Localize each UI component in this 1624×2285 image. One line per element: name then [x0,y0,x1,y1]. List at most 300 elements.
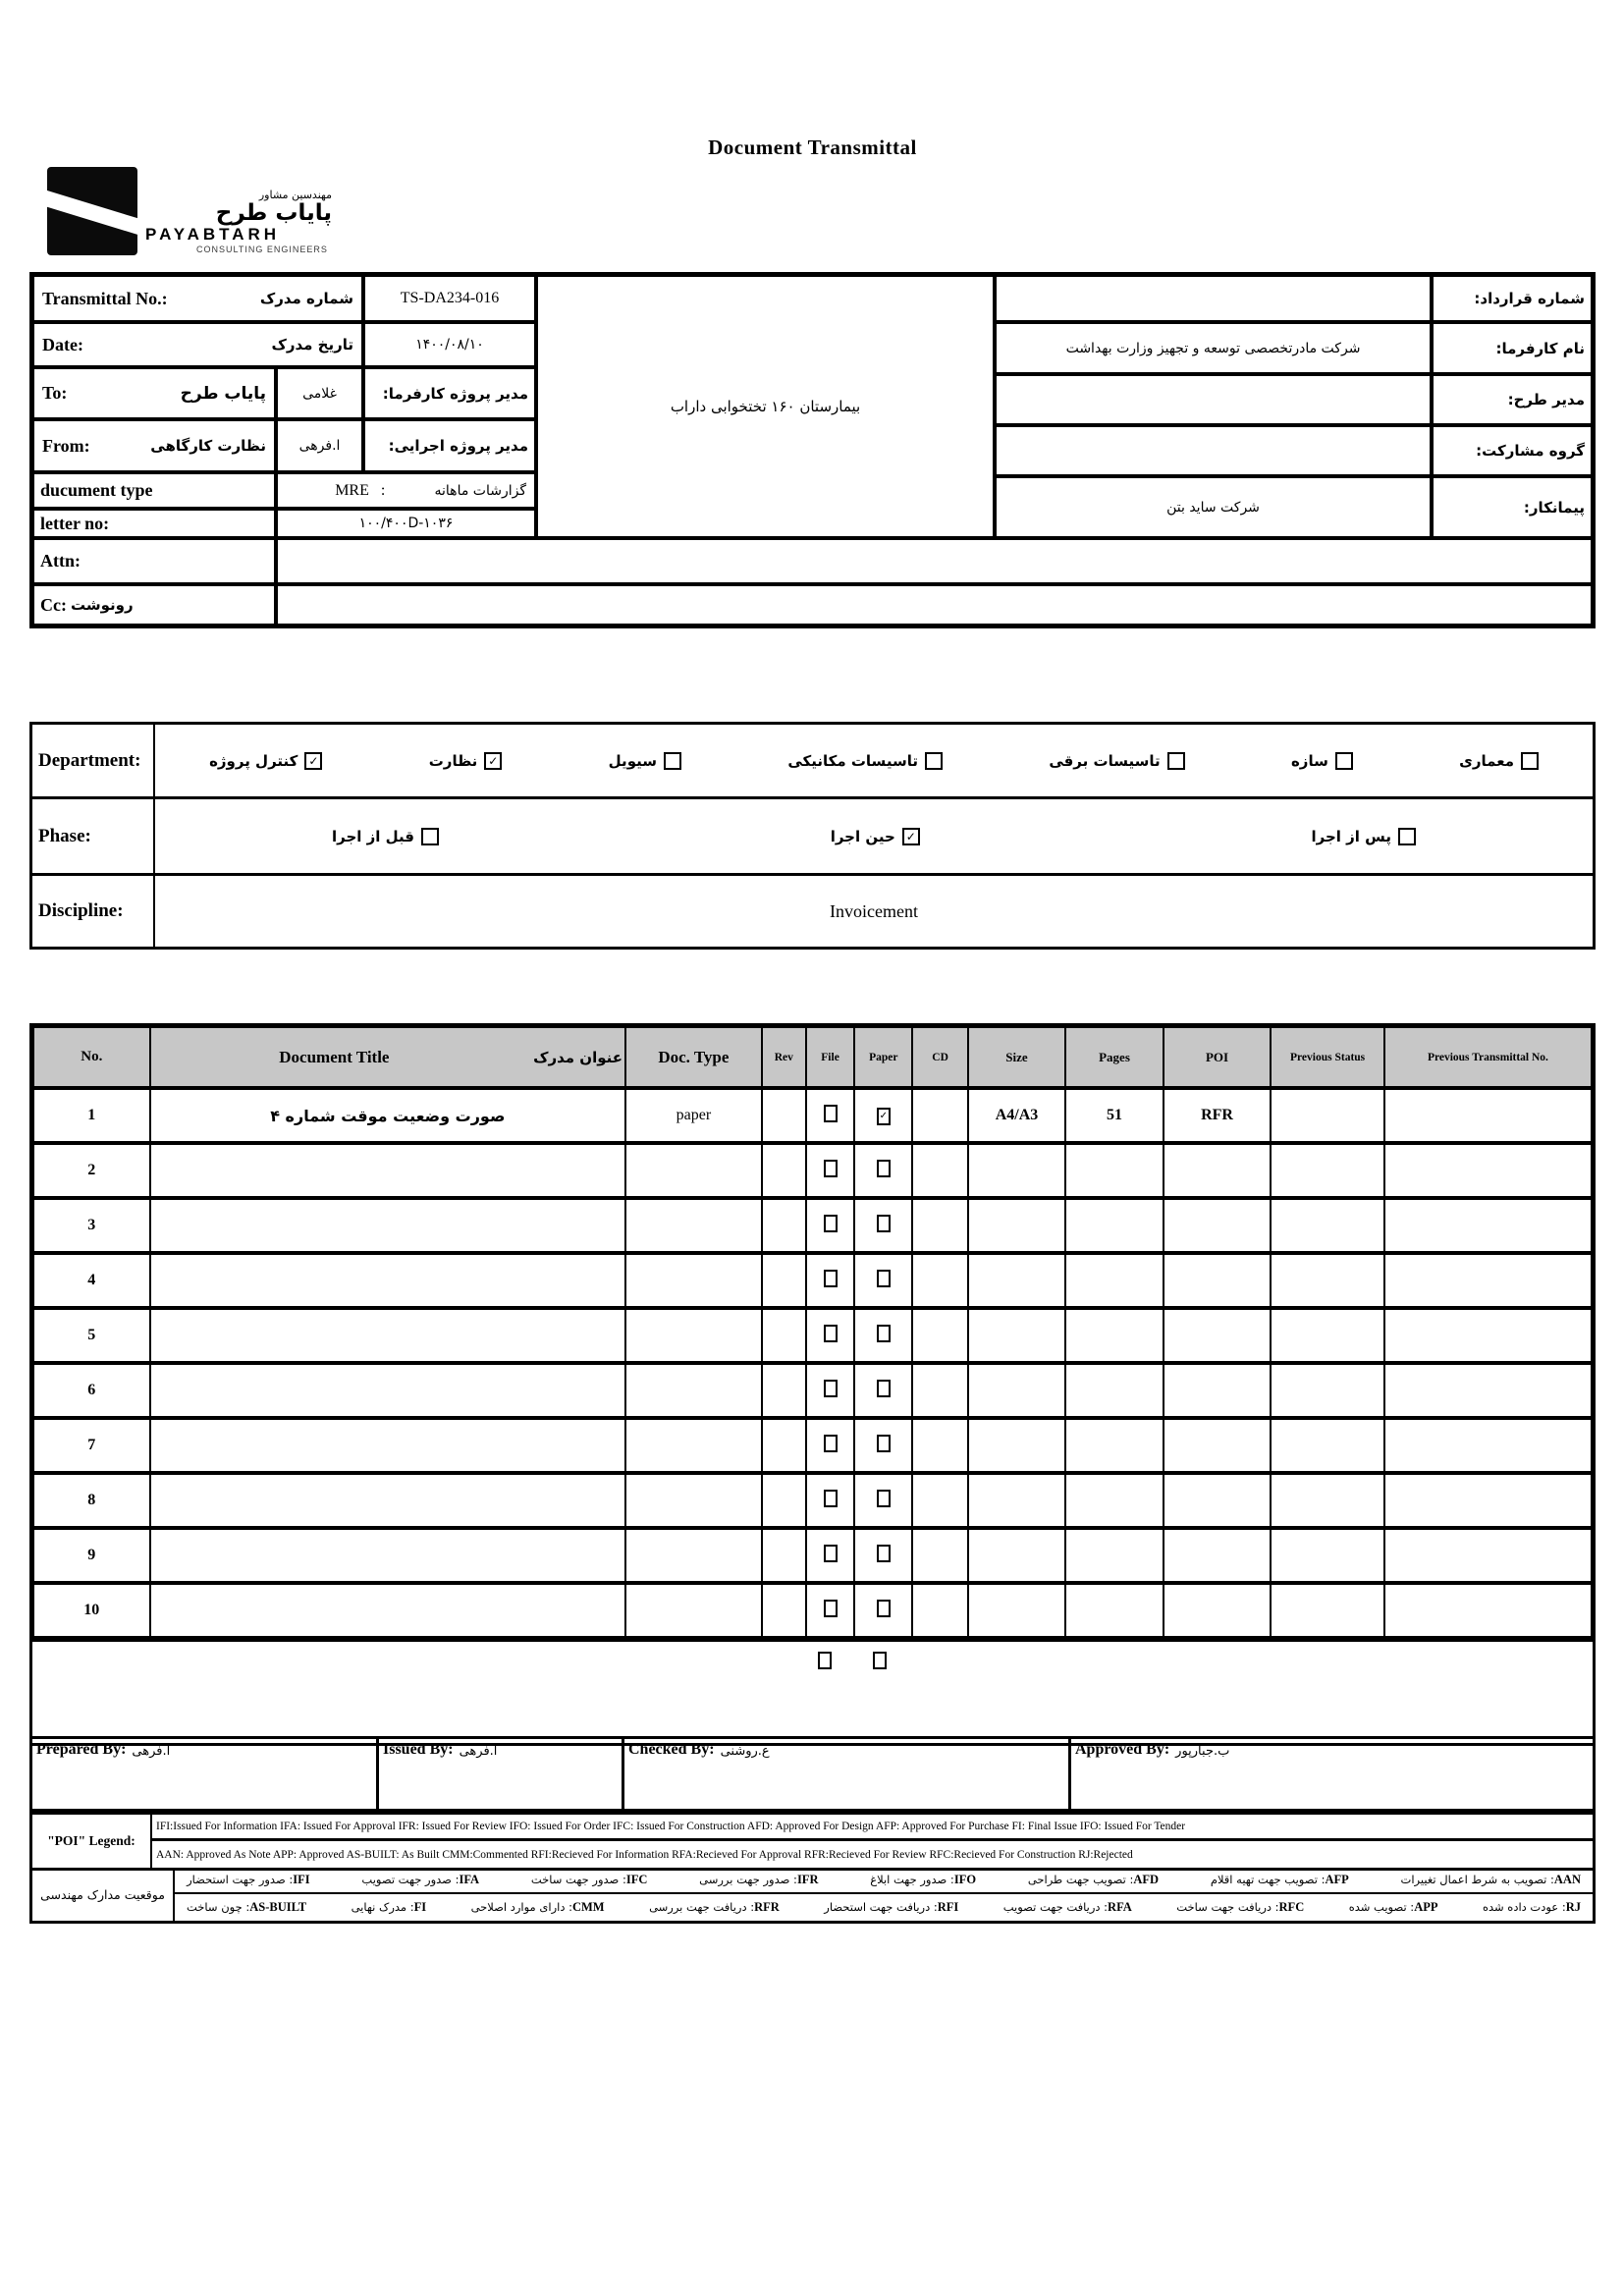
attn-label [32,538,276,584]
contract-no-value[interactable] [995,275,1432,322]
checked-by-cell[interactable] [624,1739,1071,1809]
cell-cd[interactable] [912,1143,967,1198]
cell-prev-transmittal[interactable] [1384,1583,1592,1637]
checked-checkbox[interactable]: ✓ [304,752,322,770]
contractor-label: پیمانکار: [1432,476,1593,538]
to-label: To: [42,383,68,403]
cell-no[interactable]: 7 [33,1418,150,1473]
legend-item: RFC: دریافت جهت ساخت [1176,1900,1305,1914]
design-manager-value[interactable] [995,374,1432,425]
jv-group-value[interactable] [995,425,1432,476]
cell-doc-type[interactable] [625,1473,762,1528]
cell-pages[interactable] [1065,1308,1164,1363]
cell-pages[interactable] [1065,1473,1164,1528]
fa-legend-line-2 [175,1894,1593,1921]
date-label [32,322,363,367]
checkbox[interactable] [877,1380,891,1397]
legend-item: IFC: صدور جهت ساخت [530,1873,648,1886]
discipline-label: Discipline: [32,876,155,947]
cell-prev-transmittal[interactable] [1384,1088,1592,1143]
from-value[interactable]: نظارت کارگاهی [150,437,266,455]
cc-label-en: Cc: [40,594,67,615]
approved-by-cell[interactable] [1071,1739,1593,1809]
legend-item: CMM: دارای موارد اصلاحی [470,1900,605,1914]
col-title-fa: عنوان مدرک [533,1048,623,1066]
checkbox[interactable] [421,828,439,845]
cell-cd[interactable] [912,1253,967,1308]
cell-rev[interactable] [762,1088,806,1143]
cell-paper[interactable] [854,1583,912,1637]
col-poi: POI [1164,1027,1272,1088]
signature-row [29,1736,1596,1812]
cell-size[interactable] [968,1253,1066,1308]
legend-item: FI: مدرک نهایی [351,1900,427,1914]
cell-prev-transmittal[interactable] [1384,1143,1592,1198]
table-row [33,1418,1592,1473]
cell-prev-status[interactable] [1271,1363,1384,1418]
cell-poi[interactable] [1164,1198,1272,1253]
legend-item: AS-BUILT: چون ساخت [187,1900,307,1914]
cell-file[interactable] [806,1143,854,1198]
checkbox[interactable] [877,1545,891,1562]
checkbox-option[interactable] [831,828,920,845]
prepared-by-label: Prepared By: [36,1741,127,1758]
cell-file[interactable] [806,1198,854,1253]
cell-rev[interactable] [762,1418,806,1473]
table-row [33,1473,1592,1528]
checkbox[interactable] [824,1215,838,1232]
col-prev-status: Previous Status [1271,1027,1384,1088]
cell-paper[interactable] [854,1528,912,1583]
cell-file[interactable] [806,1418,854,1473]
checkbox-option[interactable] [787,752,943,770]
transmittal-no-label-en: Transmittal No.: [42,288,168,308]
checkbox[interactable] [877,1325,891,1342]
cell-file[interactable] [806,1308,854,1363]
checkbox-option[interactable] [609,752,681,770]
cell-title[interactable] [150,1473,625,1528]
cell-prev-transmittal[interactable] [1384,1198,1592,1253]
cell-size[interactable] [968,1363,1066,1418]
checked-checkbox[interactable]: ✓ [484,752,502,770]
info-table [29,272,1596,628]
checkbox[interactable] [824,1270,838,1287]
logo-mark-icon [47,167,137,255]
contractor-value[interactable]: شرکت ساید بتن [995,476,1432,538]
checkbox-option-label: سیویل [608,751,657,770]
issued-by-cell[interactable] [379,1739,624,1809]
page-title: Document Transmittal [708,136,917,159]
cell-poi[interactable] [1164,1473,1272,1528]
checkbox-option[interactable] [1049,752,1184,770]
cell-no[interactable]: 1 [33,1088,150,1143]
to-cell [32,367,276,419]
cell-doc-type[interactable] [625,1198,762,1253]
cell-pages[interactable] [1065,1198,1164,1253]
cell-no[interactable]: 2 [33,1143,150,1198]
col-title-en: Document Title [279,1047,390,1066]
cell-cd[interactable] [912,1418,967,1473]
cc-label-fa: رونوشت [70,596,134,614]
cell-size[interactable] [968,1308,1066,1363]
checkbox[interactable] [824,1435,838,1452]
cell-pages[interactable] [1065,1363,1164,1418]
cell-pages[interactable] [1065,1528,1164,1583]
checkbox[interactable] [664,752,681,770]
cell-rev[interactable] [762,1253,806,1308]
checkbox[interactable] [925,752,943,770]
cell-prev-status[interactable] [1271,1528,1384,1583]
checkbox-option-label: قبل از اجرا [332,827,414,845]
checkbox[interactable] [873,1652,887,1669]
cell-pages[interactable] [1065,1583,1164,1637]
col-doc-type: Doc. Type [625,1027,762,1088]
cell-file[interactable] [806,1528,854,1583]
checkbox[interactable] [1335,752,1353,770]
cell-prev-status[interactable] [1271,1253,1384,1308]
cell-title[interactable] [150,1583,625,1637]
checkbox[interactable] [877,1490,891,1507]
poi-legend-lines [152,1815,1593,1868]
legend-item: RFA: دریافت جهت تصویب [1002,1900,1132,1914]
checkbox-option[interactable] [209,752,322,770]
cell-pages[interactable] [1065,1143,1164,1198]
approved-by-label: Approved By: [1075,1741,1170,1758]
cell-no[interactable]: 10 [33,1583,150,1637]
legend-item: RJ: عودت داده شده [1482,1900,1581,1914]
poi-legend-label: "POI" Legend: [32,1815,152,1868]
document-type-code: MRE : [335,481,386,499]
table-row [33,1308,1592,1363]
cell-title[interactable]: صورت وضعیت موقت شماره ۴ [150,1088,625,1143]
cell-no[interactable]: 4 [33,1253,150,1308]
legend-item: AFD: تصویب جهت طراحی [1027,1873,1160,1886]
checkbox[interactable] [824,1490,838,1507]
department-options [155,725,1593,796]
phase-options [155,799,1593,873]
from-person[interactable]: ا.فرهی [276,419,363,472]
table-row [33,1088,1592,1143]
cell-cd[interactable] [912,1088,967,1143]
cell-paper[interactable] [854,1088,912,1143]
document-type-value[interactable] [276,472,536,509]
logo-swoosh-icon [47,188,137,240]
cell-prev-status[interactable] [1271,1583,1384,1637]
discipline-row [32,876,1593,947]
cell-doc-type[interactable] [625,1308,762,1363]
transmittal-no-label [32,275,363,322]
checkbox-option[interactable] [1291,752,1353,770]
col-cd: CD [912,1027,967,1088]
cell-size[interactable] [968,1528,1066,1583]
cell-file[interactable] [806,1088,854,1143]
logo-en-big: PAYABTARH [145,225,281,245]
checkbox-option-label: معماری [1459,751,1514,770]
to-value[interactable]: پایاب طرح [180,383,266,404]
checkbox-option[interactable] [332,828,439,845]
document-type-label [32,472,276,509]
transmittal-no-value[interactable]: TS-DA234-016 [363,275,536,322]
prepared-by-name: ا.فرهی [132,1744,171,1759]
cell-doc-type[interactable] [625,1528,762,1583]
cell-title[interactable] [150,1253,625,1308]
cell-title[interactable] [150,1308,625,1363]
cell-paper[interactable] [854,1418,912,1473]
cell-rev[interactable] [762,1528,806,1583]
discipline-body [155,876,1593,947]
cell-pages[interactable]: 51 [1065,1088,1164,1143]
phase-label: Phase: [32,799,155,873]
cell-doc-type[interactable] [625,1143,762,1198]
department-row [32,725,1593,799]
checkbox-option-label: نظارت [428,751,478,770]
cell-doc-type[interactable] [625,1418,762,1473]
client-name-value[interactable]: شرکت مادرتخصصی توسعه و تجهیز وزارت بهداشت [995,322,1432,374]
cell-prev-transmittal[interactable] [1384,1473,1592,1528]
table-row [33,1363,1592,1418]
col-size: Size [968,1027,1066,1088]
cell-prev-status[interactable] [1271,1143,1384,1198]
legend-item: RFI: دریافت جهت استحضار [824,1900,959,1914]
cell-file[interactable] [806,1583,854,1637]
cell-prev-transmittal[interactable] [1384,1528,1592,1583]
table-row [33,1583,1592,1637]
design-manager-label: مدیر طرح: [1432,374,1593,425]
checkbox[interactable] [1167,752,1185,770]
checked-by-label: Checked By: [628,1741,715,1758]
cell-poi[interactable] [1164,1528,1272,1583]
cell-size[interactable] [968,1418,1066,1473]
checkbox[interactable] [1521,752,1539,770]
checkbox[interactable] [818,1652,832,1669]
cell-poi[interactable] [1164,1418,1272,1473]
phase-row [32,799,1593,876]
col-file: File [806,1027,854,1088]
from-label: From: [42,435,90,456]
cell-prev-transmittal[interactable] [1384,1308,1592,1363]
legend-item: APP: تصویب شده [1348,1900,1438,1914]
cell-size[interactable]: A4/A3 [968,1088,1066,1143]
cell-no[interactable]: 8 [33,1473,150,1528]
document-type-fa: گزارشات ماهانه [434,482,526,499]
cell-poi[interactable] [1164,1363,1272,1418]
col-pages: Pages [1065,1027,1164,1088]
poi-legend-line-2: AAN: Approved As Note APP: Approved AS-BUILT: As Built CMM:Commented RFI:Recieved For Information RFA:Recieved For Approval RFR:Recieved For Review RFC:Recieved For Construction RJ:Rejected [156,1848,1133,1861]
poi-legend-line-1: IFI:Issued For Information IFA: Issued For Approval IFR: Issued For Review IFO: Issued For Order IFC: Issued For Construction AFD: Approved For Design AFP: Approved For Purchase FI: Final Issue IFO: Issued For Tender [152,1815,1593,1841]
table-row [33,1253,1592,1308]
classification-table [29,722,1596,950]
discipline-value[interactable]: Invoicement [830,900,918,921]
prepared-by-cell[interactable] [32,1739,379,1809]
issued-by-name: ا.فرهی [459,1744,498,1759]
cell-doc-type[interactable]: paper [625,1088,762,1143]
cell-poi[interactable] [1164,1253,1272,1308]
checkbox[interactable] [824,1380,838,1397]
cell-paper[interactable] [854,1143,912,1198]
contract-no-label: شماره قرارداد: [1432,275,1593,322]
cell-title[interactable] [150,1198,625,1253]
attn-label-text: Attn: [40,551,81,571]
cell-prev-status[interactable] [1271,1308,1384,1363]
legend-item: RFR: دریافت جهت بررسی [649,1900,780,1914]
cell-pages[interactable] [1065,1418,1164,1473]
fa-legend [29,1868,1596,1924]
col-paper: Paper [854,1027,912,1088]
approved-by-name: ب.جبارپور [1175,1744,1230,1759]
cell-pages[interactable] [1065,1253,1164,1308]
checkbox[interactable] [1398,828,1416,845]
cell-rev[interactable] [762,1363,806,1418]
legend-item: IFI: صدور جهت استحضار [187,1873,310,1886]
cell-prev-status[interactable] [1271,1473,1384,1528]
date-value[interactable]: ۱۴۰۰/۰۸/۱۰ [363,322,536,367]
letter-no-label [32,509,276,538]
cell-title[interactable] [150,1363,625,1418]
checked-checkbox[interactable]: ✓ [877,1108,891,1125]
poi-legend [29,1812,1596,1871]
col-rev: Rev [762,1027,806,1088]
cell-prev-transmittal[interactable] [1384,1418,1592,1473]
logo-fa-small: مهندسین مشاور [258,189,332,201]
cc-value[interactable] [276,584,1593,626]
letter-no-value[interactable]: ۱۰۰/۴۰۰D-۱۰۳۶ [276,509,536,538]
cell-rev[interactable] [762,1583,806,1637]
cell-paper[interactable] [854,1253,912,1308]
cell-size[interactable] [968,1198,1066,1253]
cell-file[interactable] [806,1473,854,1528]
checkbox[interactable] [824,1325,838,1342]
checkbox[interactable] [877,1215,891,1232]
department-label: Department: [32,725,155,796]
cell-prev-status[interactable] [1271,1418,1384,1473]
cell-size[interactable] [968,1583,1066,1637]
checkbox[interactable] [824,1160,838,1177]
cell-cd[interactable] [912,1363,967,1418]
cell-cd[interactable] [912,1308,967,1363]
from-cell [32,419,276,472]
cell-title[interactable] [150,1143,625,1198]
legend-item: AAN: تصویب به شرط اعمال تغییرات [1400,1873,1581,1886]
cell-doc-type[interactable] [625,1253,762,1308]
checkbox-option-label: پس از اجرا [1311,827,1391,845]
letter-no-label-text: letter no: [40,513,110,533]
table-row [33,1528,1592,1583]
fa-legend-label: موقعیت مدارک مهندسی [32,1868,175,1921]
cell-paper[interactable] [854,1473,912,1528]
issued-by-label: Issued By: [383,1741,454,1758]
doc-table-header-row [33,1027,1592,1088]
cell-cd[interactable] [912,1473,967,1528]
cell-file[interactable] [806,1253,854,1308]
cell-prev-transmittal[interactable] [1384,1253,1592,1308]
col-prev-transmittal: Previous Transmittal No. [1384,1027,1592,1088]
checkbox[interactable] [877,1435,891,1452]
checked-checkbox[interactable]: ✓ [902,828,920,845]
table-row [33,1143,1592,1198]
cell-paper[interactable] [854,1363,912,1418]
from-role-label: مدیر پروژه اجرایی: [363,419,536,472]
date-label-fa: تاریخ مدرک [271,336,353,354]
jv-group-label: گروه مشارکت: [1432,425,1593,476]
checkbox[interactable] [824,1105,838,1122]
attn-value[interactable] [276,538,1593,584]
checkbox[interactable] [824,1545,838,1562]
checked-by-name: ع.روشنی [720,1744,770,1759]
legend-item: AFP: تصویب جهت تهیه اقلام [1210,1873,1349,1886]
checkbox-option[interactable] [1459,752,1539,770]
cell-doc-type[interactable] [625,1363,762,1418]
cell-prev-transmittal[interactable] [1384,1363,1592,1418]
checkbox-option[interactable] [429,752,503,770]
to-person[interactable]: غلامی [276,367,363,419]
cell-paper[interactable] [854,1308,912,1363]
cell-poi[interactable] [1164,1308,1272,1363]
legend-item: IFR: صدور جهت بررسی [699,1873,819,1886]
logo-text [145,167,332,254]
checkbox-option-label: تاسیسات مکانیکی [787,751,918,770]
table-row [33,1198,1592,1253]
doc-table-extra-row [32,1638,1593,1743]
cc-label [32,584,276,626]
logo-en-small: CONSULTING ENGINEERS [196,245,328,255]
cell-cd[interactable] [912,1583,967,1637]
checkbox-option-label: کنترل پروژه [209,751,298,770]
cell-prev-status[interactable] [1271,1198,1384,1253]
checkbox[interactable] [824,1600,838,1617]
cell-cd[interactable] [912,1528,967,1583]
cell-file[interactable] [806,1363,854,1418]
checkbox-option-label: تاسیسات برقی [1049,751,1161,770]
date-label-en: Date: [42,334,83,354]
cell-prev-status[interactable] [1271,1088,1384,1143]
cell-no[interactable]: 3 [33,1198,150,1253]
fa-legend-line-1 [175,1868,1593,1894]
cell-doc-type[interactable] [625,1583,762,1637]
checkbox[interactable] [877,1270,891,1287]
col-no: No. [33,1027,150,1088]
cell-size[interactable] [968,1473,1066,1528]
checkbox[interactable] [877,1160,891,1177]
logo-fa-big: پایاب طرح [215,200,332,226]
cell-poi[interactable] [1164,1143,1272,1198]
cell-size[interactable] [968,1143,1066,1198]
cell-title[interactable] [150,1528,625,1583]
cell-cd[interactable] [912,1198,967,1253]
cell-poi[interactable]: RFR [1164,1088,1272,1143]
cell-no[interactable]: 6 [33,1363,150,1418]
cell-paper[interactable] [854,1198,912,1253]
cell-poi[interactable] [1164,1583,1272,1637]
client-name-label: نام کارفرما: [1432,322,1593,374]
cell-rev[interactable] [762,1198,806,1253]
legend-item: IFA: صدور جهت تصویب [361,1873,480,1886]
payabtarh-logo [47,167,332,255]
cell-no[interactable]: 9 [33,1528,150,1583]
cell-no[interactable]: 5 [33,1308,150,1363]
checkbox-option[interactable] [1312,828,1416,845]
checkbox[interactable] [877,1600,891,1617]
fa-legend-lines [175,1868,1593,1921]
cell-rev[interactable] [762,1473,806,1528]
document-list-table [29,1023,1596,1746]
to-role-label: مدیر پروژه کارفرما: [363,367,536,419]
project-name: بیمارستان ۱۶۰ تختخوابی داراب [536,275,995,538]
cell-title[interactable] [150,1418,625,1473]
transmittal-no-label-fa: شماره مدرک [259,290,353,307]
cell-rev[interactable] [762,1308,806,1363]
cell-rev[interactable] [762,1143,806,1198]
legend-item: IFO: صدور جهت ابلاغ [870,1873,977,1886]
